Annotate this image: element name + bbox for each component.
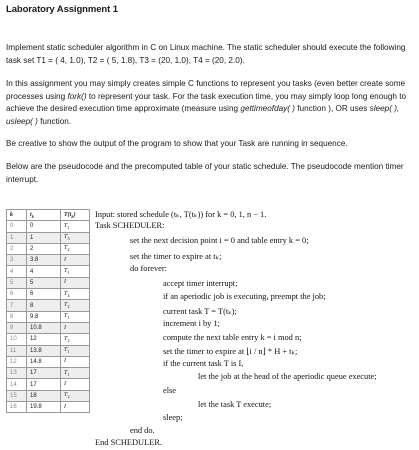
cell-tk: 17 xyxy=(27,379,61,390)
task-name: T xyxy=(64,222,68,229)
cell-k: 16 xyxy=(7,402,27,413)
cell-k: 0 xyxy=(7,221,27,232)
task-name: T xyxy=(64,369,68,376)
gettimeofday-function: gettimeofday( ) xyxy=(240,104,295,114)
header-tk-sub: k xyxy=(31,213,34,219)
code-line-aperiodic: let the job at the head of the aperiodic queue execute; xyxy=(198,372,377,381)
task-subscript: 2 xyxy=(67,247,70,253)
cell-k: 3 xyxy=(7,255,27,266)
cell-k: 9 xyxy=(7,322,27,333)
paragraph-text: In this assignment you may simply creates simple C functions to represent you tasks (even better create some processes using xyxy=(6,79,406,101)
task-subscript: 2 xyxy=(67,304,70,310)
cell-tk: 1 xyxy=(27,232,61,243)
code-line-accept-interrupt: accept timer interrupt; xyxy=(163,279,238,288)
cell-tk: 4 xyxy=(27,266,61,277)
task-subscript: 2 xyxy=(67,394,70,400)
cell-tk: 9.8 xyxy=(27,311,61,322)
task-name: I xyxy=(64,256,66,263)
code-line-set-decision: set the next decision point i = 0 and table entry k = 0; xyxy=(130,236,309,245)
task-name: I xyxy=(64,324,66,331)
fork-function: fork() xyxy=(67,91,87,101)
cell-tk: 3.8 xyxy=(27,255,61,266)
paragraph-text: to represent your task. For the task execution time, you may simply loop long enough to achieve the desired execution time approximate (measure using xyxy=(6,91,407,114)
task-subscript: 1 xyxy=(67,371,70,377)
task-name: T xyxy=(64,347,68,354)
task-name: I xyxy=(64,403,66,410)
cell-tk: 5 xyxy=(27,277,61,288)
cell-k: 7 xyxy=(7,300,27,311)
header-task-sub: k xyxy=(71,213,74,219)
task-name: T xyxy=(64,290,68,297)
code-line-increment: increment i by 1; xyxy=(163,319,220,328)
header-task-close: ) xyxy=(73,211,76,218)
cell-k: 13 xyxy=(7,368,27,379)
task-subscript: 1 xyxy=(67,315,70,321)
cell-tk: 17 xyxy=(27,368,61,379)
code-line-preempt: if an aperiodic job is executing, preempt the job; xyxy=(163,292,326,301)
paragraph-task-set: Implement static scheduler algorithm in C on Linux machine. The static scheduler should execute the following task set T1 = ( 4, 1.0), T2 = ( 5, 1.8), T3 = (20, 1.0), T4 = (20, 2.0). xyxy=(6,43,406,65)
task-subscript: 1 xyxy=(67,225,70,231)
code-line-set-timer-next: set the timer to expire at ⌊i / n⌋ * H + tₖ; xyxy=(163,347,298,356)
paragraph-creativity: Be creative to show the output of the program to show that your Task are running in sequence. xyxy=(6,139,348,148)
code-line-set-timer: set the timer to expire at tₖ; xyxy=(130,252,222,261)
cell-k: 11 xyxy=(7,345,27,356)
cell-tk: 6 xyxy=(27,289,61,300)
cell-tk: 8 xyxy=(27,300,61,311)
sleep-function: sleep( ), usleep( ) xyxy=(6,104,400,126)
cell-k: 8 xyxy=(7,311,27,322)
task-name: T xyxy=(64,245,68,252)
cell-tk: 10.8 xyxy=(27,322,61,333)
cell-k: 4 xyxy=(7,266,27,277)
task-name: T xyxy=(64,392,68,399)
code-line-current-task: current task T = T(tₖ); xyxy=(163,307,237,316)
page-title: Laboratory Assignment 1 xyxy=(6,4,118,15)
cell-k: 10 xyxy=(7,334,27,345)
task-subscript: 3 xyxy=(67,236,70,242)
cell-k: 12 xyxy=(7,356,27,367)
task-name: T xyxy=(64,234,68,241)
task-name: T xyxy=(64,313,68,320)
cell-tk: 13.8 xyxy=(27,345,61,356)
task-name: I xyxy=(64,358,66,365)
task-name: T xyxy=(64,335,68,342)
cell-tk: 12 xyxy=(27,334,61,345)
paragraph-text: function ), OR uses xyxy=(295,104,370,114)
header-tk-label: t xyxy=(30,211,32,218)
code-line-sleep: sleep; xyxy=(163,413,183,422)
header-task-label: T(t xyxy=(64,211,72,218)
cell-k: 6 xyxy=(7,289,27,300)
header-k: k xyxy=(7,210,27,221)
task-subscript: 1 xyxy=(67,349,70,355)
code-line-do-forever: do forever: xyxy=(130,264,167,273)
cell-k: 2 xyxy=(7,243,27,254)
code-line-input: Input: stored schedule (tₖ, T(tₖ)) for k = 0, 1, n − 1. xyxy=(95,210,267,219)
cell-tk: 0 xyxy=(27,221,61,232)
task-subscript: 2 xyxy=(67,338,70,343)
cell-k: 1 xyxy=(7,232,27,243)
cell-tk: 2 xyxy=(27,243,61,254)
cell-k: 15 xyxy=(7,390,27,401)
task-name: T xyxy=(64,301,68,308)
task-subscript: 1 xyxy=(67,270,70,276)
code-line-compute-entry: compute the next table entry k = i mod n; xyxy=(163,333,302,342)
task-name: I xyxy=(64,279,66,286)
task-subscript: 4 xyxy=(67,292,70,298)
code-line-end-do: end do. xyxy=(130,426,155,435)
cell-tk: 18 xyxy=(27,390,61,401)
paragraph-pseudocode-intro: Below are the pseudocode and the precomputed table of your static schedule. The pseudocode mention timer interrupt. xyxy=(6,162,404,184)
cell-k: 5 xyxy=(7,277,27,288)
cell-tk: 19.8 xyxy=(27,402,61,413)
code-line-else: else xyxy=(163,386,177,395)
task-name: T xyxy=(64,268,68,275)
cell-tk: 14.8 xyxy=(27,356,61,367)
code-line-execute-task: let the task T execute; xyxy=(198,400,272,409)
paragraph-text: function. xyxy=(37,116,72,126)
code-line-end-scheduler: End SCHEDULER. xyxy=(95,438,162,447)
cell-k: 14 xyxy=(7,379,27,390)
code-line-task-scheduler: Task SCHEDULER: xyxy=(95,221,165,230)
code-line-if-idle: if the current task T is I, xyxy=(163,359,244,368)
task-name: I xyxy=(64,381,66,387)
